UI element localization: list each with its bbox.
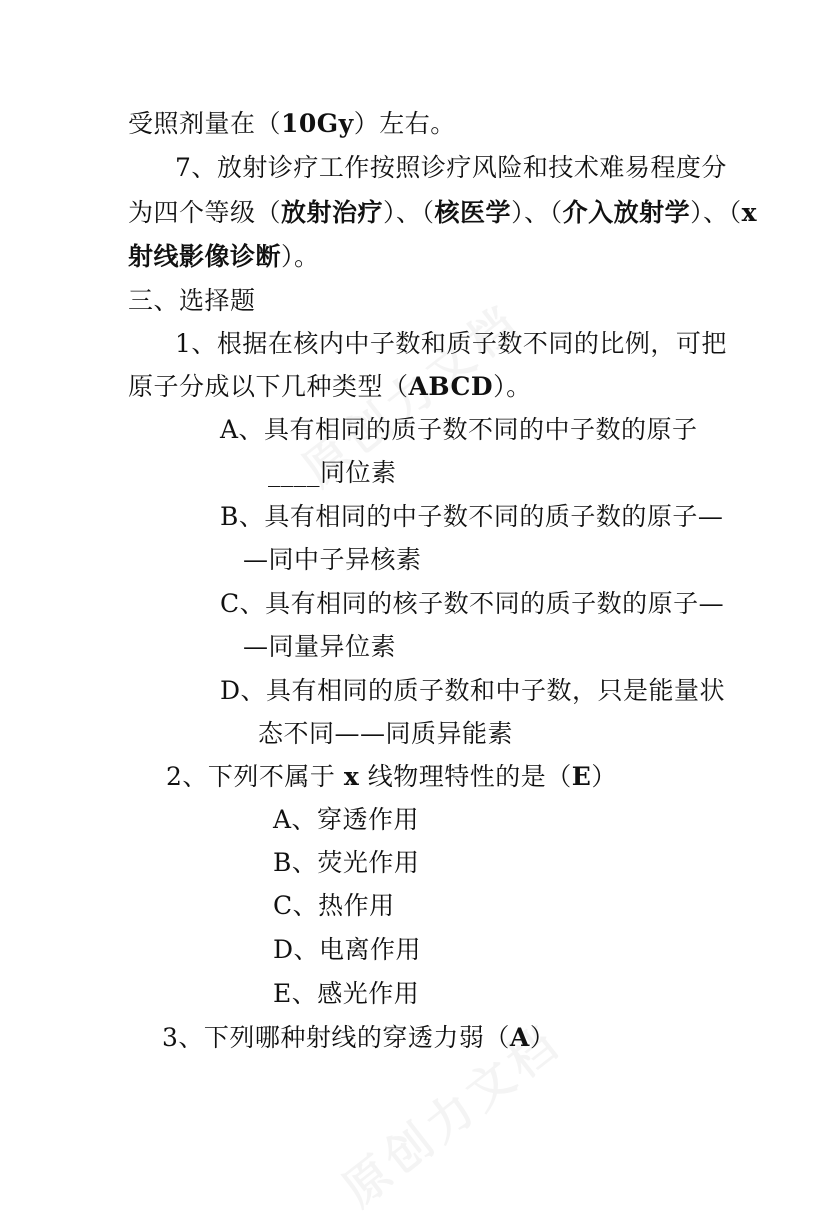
option-c: C、具有相同的核子数不同的质子数的原子— — [220, 589, 725, 618]
text-line: 受照剂量在（10Gy）左右。 — [128, 109, 456, 138]
option-d-cont: 态不同——同质异能素 — [258, 719, 514, 748]
option-a-cont: ____同位素 — [268, 458, 397, 487]
option-c: C、热作用 — [273, 891, 395, 920]
text-line: 为四个等级（放射治疗）、（核医学）、（介入放射学）、（x — [128, 198, 758, 227]
option-e: E、感光作用 — [273, 979, 420, 1008]
question-3-stem: 3、下列哪种射线的穿透力弱（A） — [162, 1023, 556, 1052]
option-a: A、穿透作用 — [273, 805, 420, 834]
option-a: A、具有相同的质子数不同的中子数的原子 — [220, 415, 698, 444]
option-c-cont: —同量异位素 — [243, 632, 397, 661]
question-stem: 2、下列不属于 x 线物理特性的是（E） — [166, 762, 617, 791]
question-stem: 原子分成以下几种类型（ABCD）。 — [128, 372, 532, 401]
option-d: D、具有相同的质子数和中子数，只是能量状 — [220, 676, 726, 705]
question-stem: 1、根据在核内中子数和质子数不同的比例，可把 — [175, 329, 727, 358]
option-d: D、电离作用 — [273, 935, 422, 964]
option-b-cont: —同中子异核素 — [243, 545, 422, 574]
section-title: 三、选择题 — [128, 286, 256, 315]
option-b: B、荧光作用 — [273, 848, 420, 877]
text-line: 7、放射诊疗工作按照诊疗风险和技术难易程度分 — [175, 153, 727, 182]
text-line: 射线影像诊断）。 — [128, 242, 320, 271]
option-b: B、具有相同的中子数不同的质子数的原子— — [220, 502, 724, 531]
